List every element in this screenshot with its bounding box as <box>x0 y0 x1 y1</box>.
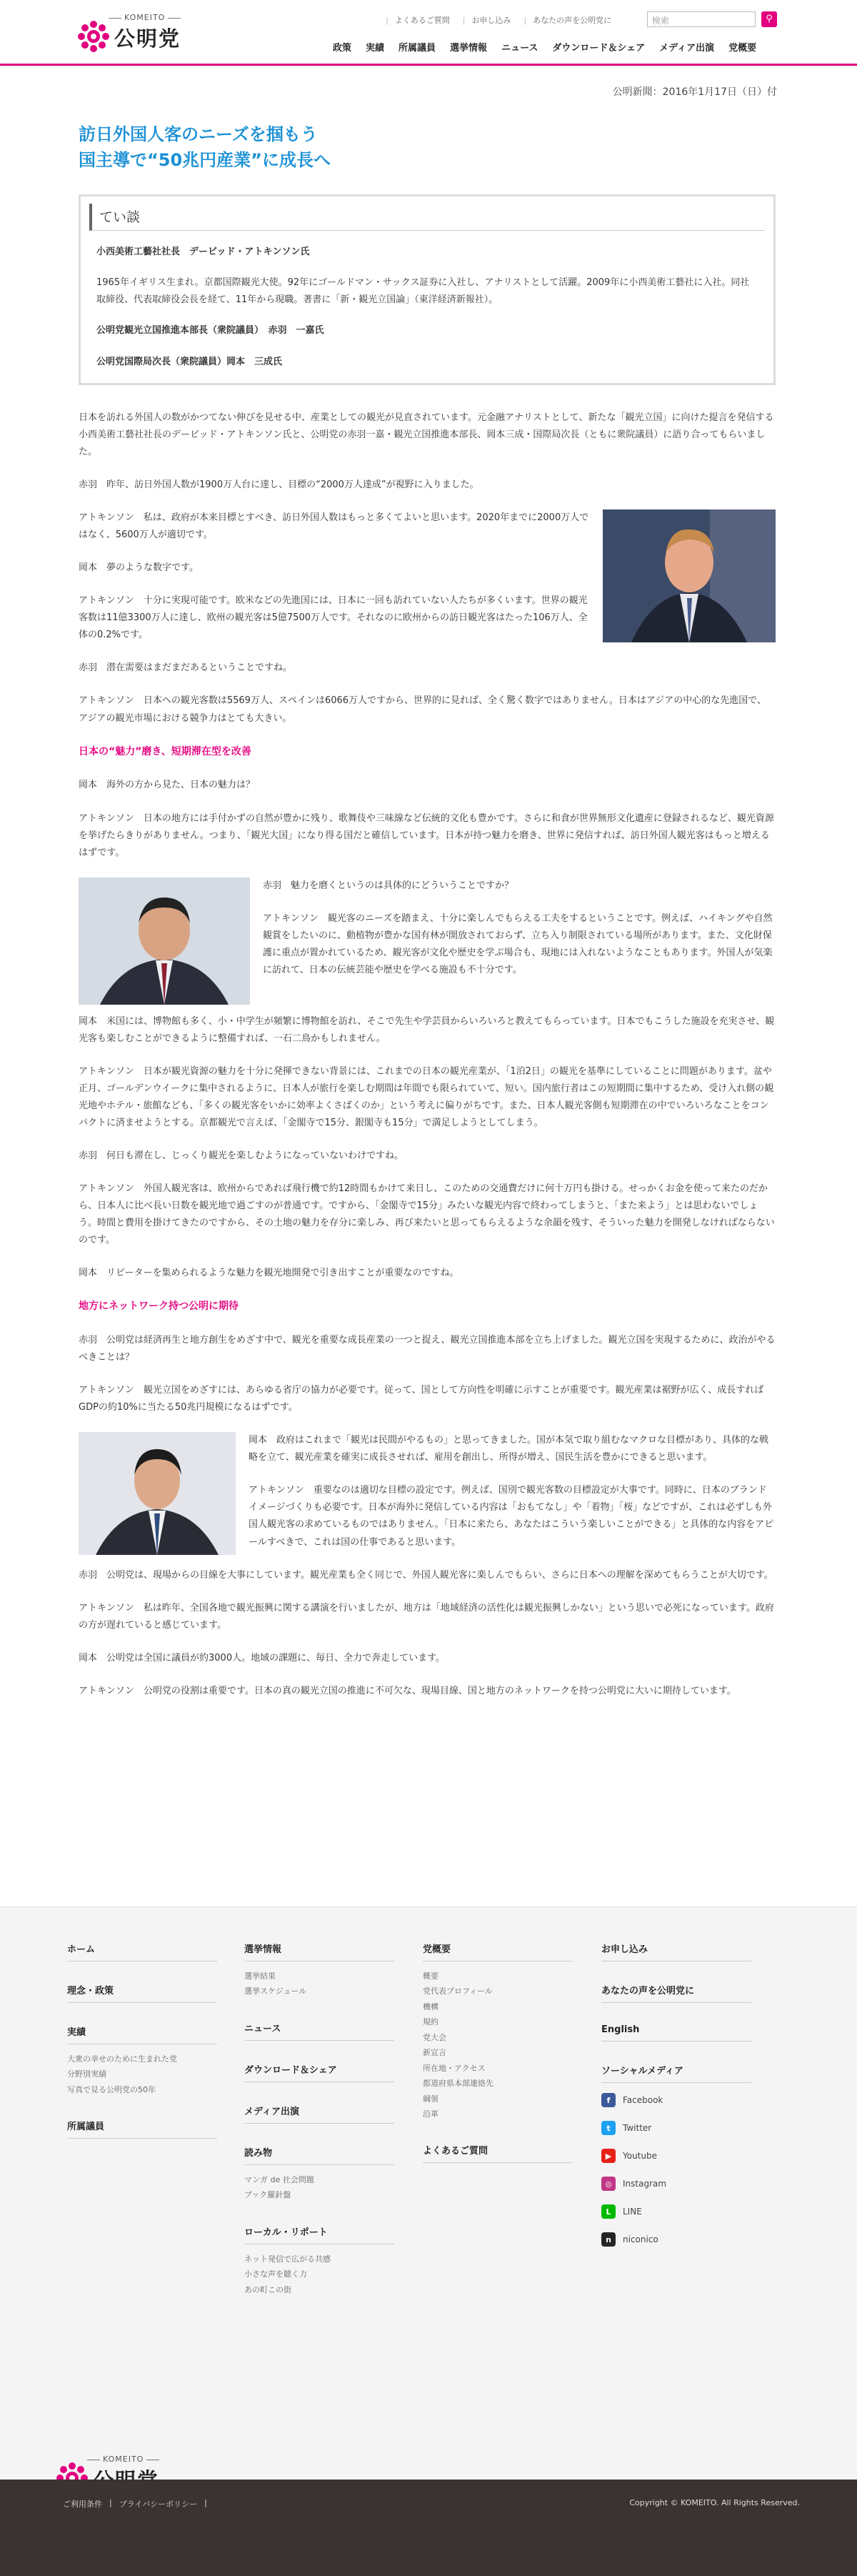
paragraph: アトキンソン 日本の地方には手付かずの自然が豊かに残り、歌舞伎や三味線など伝統的文化も豊かです。さらに和食が世界無形文化遺産に登録されるなど、観光資源を挙げたらきりがありません。つまり、「観光大国」になり得る国だと確信しています。日本が持つ魅力を磨き、世界に発信すれば、訪日外国人観光客はもっと増えるはずです。 <box>79 812 774 858</box>
paragraph: アトキンソン 重要なのは適切な目標の設定です。例えば、国別で観光客数の目標設定が大事です。同時に、日本のブランドイメージづくりも必要です。日本が海外に発信している内容は「おもてなし」や「着物」「桜」などですが、これは必ずしも外国人観光客の求めているものではありません。「日本に来たら、あなたはこういう楽しいことができる」と具体的な内容をアピールすべきで、これは国の仕事であると思います。 <box>249 1485 774 1548</box>
footer-heading-link[interactable]: メディア出演 <box>244 2104 394 2124</box>
footer-heading-link[interactable]: English <box>601 2024 751 2042</box>
photo-okamoto <box>79 1432 236 1555</box>
teidan-box <box>79 194 776 385</box>
article-body <box>79 409 776 1700</box>
footer-group <box>244 2224 394 2297</box>
guest-profile: 1965年イギリス生まれ。京都国際観光大使。92年にゴールドマン・サックス証券に入社し、アナリストとして活躍。2009年に小西美術工藝社に入社。同社取締役、代表取締役会長を経て、11年から現職。著書に「新・観光立国論」（東洋経済新報社）。 <box>96 277 750 305</box>
util-link[interactable]: | よくあるご質問 <box>386 14 450 26</box>
footer-heading-link[interactable]: 読み物 <box>244 2145 394 2165</box>
footer-sub-link[interactable]: 綱領 <box>423 2094 438 2104</box>
bottom-links <box>63 2498 207 2510</box>
bottom-link[interactable]: ご利用条件 <box>63 2500 102 2509</box>
paragraph: アトキンソン 日本への観光客数は5569万人、スペインは6066万人ですから、世界的に見れば、全く驚く数字ではありません。日本はアジアの中心的な先進国で、アジアの観光市場における競争力はとても大きい。 <box>79 695 767 724</box>
separator: | <box>204 2498 207 2507</box>
footer-heading-link[interactable]: あなたの声を公明党に <box>601 1983 751 2003</box>
logo-sun-icon <box>77 20 110 53</box>
paragraph: アトキンソン 日本が観光資源の魅力を十分に発揮できない背景には、これまでの日本の観光産業が、「1泊2日」の観光を基準にしていることに問題があります。盆や正月、ゴールデンウイークに集中されるように、日本人が旅行を楽しむ期間は年間でも限られていて、短い。国内旅行者はこの短期間に集中するため、受け入れ側の観光地やホテル・旅館なども、「多くの観光客をいかに効率よくさばくのか」という考えに偏りがちです。また、日本人観光客側も短期滞在の中でいろいろなことをコンパクトに済ませようとする。京都観光で言えば、「金閣寺で15分、銀閣寺も15分」で満足しようとしてしまう。 <box>79 1065 774 1128</box>
niconico-icon: n <box>601 2232 616 2247</box>
footer-sub-link[interactable]: 大衆の幸せのために生まれた党 <box>67 2054 177 2064</box>
paragraph: 岡本 夢のような数字です。 <box>79 562 199 574</box>
instagram-icon: ◎ <box>601 2177 616 2191</box>
footer-sub-link[interactable]: 沿革 <box>423 2109 438 2119</box>
footer-sublist <box>244 2172 394 2203</box>
nav-item[interactable]: 所属議員 <box>399 43 436 54</box>
article-title <box>79 121 776 173</box>
footer-sub-link[interactable]: マンガ de 社会問題 <box>244 2174 314 2184</box>
footer-sub-link[interactable]: 党代表プロフィール <box>423 1986 493 1996</box>
participant-akaba: 公明党観光立国推進本部長（衆院議員） 赤羽 一嘉氏 <box>96 325 324 337</box>
site-footer <box>0 1906 857 2480</box>
title-line-2: 国主導で“50兆円産業”に成長へ <box>79 150 331 170</box>
paragraph: 岡本 リピーターを集められるような魅力を観光地開発で引き出すことが重要なのですね。 <box>79 1268 459 1279</box>
photo-akaba <box>79 877 250 1005</box>
social-link-line[interactable] <box>601 2204 751 2219</box>
footer-group <box>423 2143 573 2163</box>
social-link-niconico[interactable] <box>601 2232 751 2247</box>
footer-sub-link[interactable]: 分野別実績 <box>67 2069 106 2079</box>
utility-links <box>386 14 611 26</box>
section-heading-2: 地方にネットワーク持つ公明に期待 <box>79 1301 239 1313</box>
footer-group <box>244 2062 394 2082</box>
footer-sub-link[interactable]: 選挙結果 <box>244 1971 276 1981</box>
social-label: niconico <box>623 2234 658 2244</box>
paragraph: アトキンソン 外国人観光客は、欧州からであれば飛行機で約12時間もかけて来日し、このための交通費だけに何十万円も掛ける。せっかくお金を使って来たのだから、日本人に比べ長い日数を観光地で過ごすのが普通です。ですから、「金閣寺で15分」みたいな観光内容で終わってしまうと、「また来よう」とは思わないでしょう。時間と費用を掛けてきたのですから、その土地の魅力を存分に楽しみ、再び来たいと思ってもらえるような余韻を残す、そういった魅力を開発しなければならないのです。 <box>79 1183 775 1246</box>
footer-heading-link[interactable]: 理念・政策 <box>67 1983 217 2003</box>
guest-name: 小西美術工藝社社長 デービッド・アトキンソン氏 <box>96 247 310 257</box>
youtube-icon: ▶ <box>601 2149 616 2163</box>
teidan-heading: てい談 <box>89 204 765 231</box>
footer-heading-link[interactable]: よくあるご質問 <box>423 2143 573 2163</box>
footer-group <box>244 1941 394 1999</box>
nav-item[interactable]: ニュース <box>501 43 538 54</box>
logo-small-text: KOMEITO <box>106 13 184 22</box>
footer-group <box>601 1983 751 2003</box>
footer-heading-link[interactable]: ローカル・リポート <box>244 2224 394 2244</box>
search-icon: ⚲ <box>766 14 773 24</box>
footer-heading-link[interactable]: 選挙情報 <box>244 1941 394 1961</box>
util-link[interactable]: | あなたの声を公明党に <box>523 14 611 26</box>
footer-sub-link[interactable]: 新宣言 <box>423 2048 446 2058</box>
paragraph: アトキンソン 十分に実現可能です。欧米などの先進国には、日本に一回も訪れていない人たちが多くいます。世界の観光客数は11億3300万人に達し、欧州の観光客は5億7500万人です。それなのに欧州からの訪日観光客はたった106万人、全体の0.2%です。 <box>79 595 588 641</box>
footer-col-4 <box>601 1941 751 2260</box>
footer-group <box>601 1941 751 1961</box>
footer-sub-link[interactable]: 機構 <box>423 2001 438 2011</box>
social-label: LINE <box>623 2207 642 2217</box>
footer-col-2 <box>244 1941 394 2319</box>
social-link-instagram[interactable] <box>601 2177 751 2191</box>
footer-heading-link[interactable]: ダウンロード＆シェア <box>244 2062 394 2082</box>
search-button[interactable] <box>761 11 777 27</box>
global-nav <box>333 40 756 54</box>
paragraph: 赤羽 魅力を磨くというのは具体的にどういうことですか？ <box>263 880 514 891</box>
footer-sub-link[interactable]: 選挙スケジュール <box>244 1986 307 1996</box>
twitter-icon: t <box>601 2121 616 2135</box>
social-link-youtube[interactable] <box>601 2149 751 2163</box>
site-header <box>0 0 857 66</box>
photo-atkinson <box>603 509 776 642</box>
site-logo[interactable] <box>77 13 213 54</box>
footer-group <box>67 1983 217 2003</box>
nav-item[interactable]: 党概要 <box>728 43 757 54</box>
social-label: Facebook <box>623 2095 663 2105</box>
nav-item[interactable]: 選挙情報 <box>450 43 488 54</box>
participant-okamoto: 公明党国際局次長（衆院議員）岡本 三成氏 <box>96 356 283 367</box>
paragraph: 岡本 公明党は全国に議員が約3000人。地域の課題に、毎日、全力で奔走しています。 <box>79 1652 446 1664</box>
title-line-1: 訪日外国人客のニーズを掴もう <box>79 124 318 144</box>
paragraph: 赤羽 公明党は経済再生と地方創生をめざす中で、観光を重要な成長産業の一つと捉え、観光立国推進本部を立ち上げました。観光立国を実現するために、政治がやるべきことは？ <box>79 1335 776 1363</box>
social-link-twitter[interactable] <box>601 2121 751 2135</box>
footer-sub-link[interactable]: 都道府県本部連絡先 <box>423 2079 493 2089</box>
footer-sublist <box>423 1969 573 2122</box>
copyright: Copyright © KOMEITO. All Rights Reserved. <box>629 2498 800 2507</box>
paragraph: 赤羽 公明党は、現場からの目線を大事にしています。観光産業も全く同じで、外国人観光客に楽しんでもらい、さらに日本への理解を深めてもらうことが大切です。 <box>79 1569 773 1581</box>
footer-heading-link[interactable]: ホーム <box>67 1941 217 1961</box>
paragraph: 赤羽 何日も滞在し、じっくり観光を楽しむようになっていないわけですね。 <box>79 1150 404 1161</box>
paragraph: アトキンソン 観光立国をめざすには、あらゆる省庁の協力が必要です。従って、国として方向性を明確に示すことが重要です。観光産業は裾野が広く、成長すればGDPの約10%に当たる50兆円規模になるはずです。 <box>79 1385 764 1413</box>
footer-sub-link[interactable]: 小さな声を聴く力 <box>244 2269 307 2279</box>
footer-sub-link[interactable]: あの町この街 <box>244 2284 291 2294</box>
footer-group <box>601 2024 751 2042</box>
footer-sublist <box>244 2252 394 2297</box>
article-date: 公明新聞：2016年1月17日（日）付 <box>612 86 777 98</box>
footer-heading-link[interactable]: 党概要 <box>423 1941 573 1961</box>
social-link-facebook[interactable] <box>601 2093 751 2107</box>
paragraph: 岡本 米国には、博物館も多く、小・中学生が頻繁に博物館を訪れ、そこで先生や学芸員からいろいろと教えてもらっています。日本でもこうした施設を充実させ、観光客も楽しむことができるように整備すれば、一石二鳥かもしれません。 <box>79 1015 775 1044</box>
footer-sub-link[interactable]: 党大会 <box>423 2032 446 2042</box>
footer-group <box>67 1941 217 1961</box>
util-link[interactable]: | お申し込み <box>463 14 511 26</box>
footer-heading-link[interactable]: 所属議員 <box>67 2119 217 2139</box>
paragraph: 岡本 海外の方から見た、日本の魅力は？ <box>79 780 256 791</box>
footer-col-1 <box>67 1941 217 2160</box>
line-icon: L <box>601 2204 616 2219</box>
bottom-link[interactable]: プライバシーポリシー <box>119 2500 198 2509</box>
separator: | <box>109 2498 112 2507</box>
paragraph: 日本を訪れる外国人の数がかつてない伸びを見せる中、産業としての観光が見直されています。元金融アナリストとして、新たな「観光立国」に向けた提言を発信する小西美術工藝社社長のデービッド・アトキンソン氏と、公明党の赤羽一嘉・観光立国推進本部長、岡本三成・国際局次長（ともに衆院議員）に語り合ってもらいました。 <box>79 412 774 458</box>
footer-heading-link[interactable]: お申し込み <box>601 1941 751 1961</box>
footer-group <box>244 2104 394 2124</box>
social-heading: ソーシャルメディア <box>601 2063 751 2083</box>
logo-small-text: KOMEITO <box>84 2455 162 2464</box>
section-heading-1: 日本の“魅力”磨き、短期滞在型を改善 <box>79 745 251 757</box>
nav-item[interactable]: メディア出演 <box>659 43 715 54</box>
social-label: Instagram <box>623 2179 667 2189</box>
footer-sublist <box>244 1969 394 1999</box>
social-label: Youtube <box>623 2151 657 2161</box>
footer-heading-link[interactable]: ニュース <box>244 2021 394 2041</box>
footer-sublist <box>67 2052 217 2097</box>
nav-item[interactable]: 政策 <box>333 43 352 54</box>
logo-main-text: 公明党 <box>114 26 181 51</box>
paragraph: アトキンソン 公明党の役割は重要です。日本の真の観光立国の推進に不可欠な、現場目線、国と地方のネットワークを持つ公明党に大いに期待しています。 <box>79 1685 736 1696</box>
paragraph: アトキンソン 私は昨年、全国各地で観光振興に関する講演を行いましたが、地方は「地域経済の活性化は観光振興しかない」という思いで必死になっています。政府の方が遅れていると感じています。 <box>79 1602 774 1631</box>
footer-group <box>244 2021 394 2041</box>
footer-sub-link[interactable]: 概要 <box>423 1971 438 1981</box>
article <box>79 120 776 1716</box>
paragraph: 赤羽 昨年、訪日外国人数が1900万人台に達し、目標の“2000万人達成”が視野に入りました。 <box>79 479 479 491</box>
footer-sub-link[interactable]: ネット発信で広がる共感 <box>244 2254 331 2264</box>
footer-group <box>67 2024 217 2097</box>
footer-group <box>423 1941 573 2122</box>
footer-heading-link[interactable]: 実績 <box>67 2024 217 2044</box>
footer-col-3 <box>423 1941 573 2184</box>
footer-group <box>67 2119 217 2139</box>
search-input[interactable]: 検索 <box>647 11 756 27</box>
social-label: Twitter <box>623 2123 652 2133</box>
footer-sub-link[interactable]: 所在地・アクセス <box>423 2063 486 2073</box>
paragraph: アトキンソン 私は、政府が本来目標とすべき、訪日外国人数はもっと多くてよいと思います。2020年までに2000万人ではなく、5600万人が適切です。 <box>79 512 589 541</box>
nav-item[interactable]: ダウンロード＆シェア <box>552 43 646 54</box>
footer-group <box>244 2145 394 2203</box>
bottom-bar <box>0 2480 857 2576</box>
nav-item[interactable]: 実績 <box>366 43 385 54</box>
footer-sub-link[interactable]: 写真で見る公明党の50年 <box>67 2084 156 2094</box>
paragraph: アトキンソン 観光客のニーズを踏まえ、十分に楽しんでもらえる工夫をするということです。例えば、ハイキングや自然観賞をしたいのに、動植物が豊かな国有林が開放されておらず、立ち入り制限されている場所があります。また、文化財保護に重点が置かれているため、観光客が文化や歴史を学ぶ場合も、現地には入れないようなこともあります。外国人が気楽に訪れて、日本の伝統芸能や歴史を学べる施設も不十分です。 <box>263 912 773 975</box>
facebook-icon: f <box>601 2093 616 2107</box>
paragraph: 赤羽 潜在需要はまだまだあるということですね。 <box>79 662 293 674</box>
footer-sub-link[interactable]: 規約 <box>423 2017 438 2027</box>
footer-sub-link[interactable]: ブック羅針盤 <box>244 2190 291 2200</box>
paragraph: 岡本 政府はこれまで「観光は民間がやるもの」と思ってきました。国が本気で取り組むなマクロな目標があり、具体的な戦略を立て、観光産業を確実に成長させれば、雇用を創出し、所得が増え、国民生活を豊かにできると思います。 <box>249 1435 769 1463</box>
